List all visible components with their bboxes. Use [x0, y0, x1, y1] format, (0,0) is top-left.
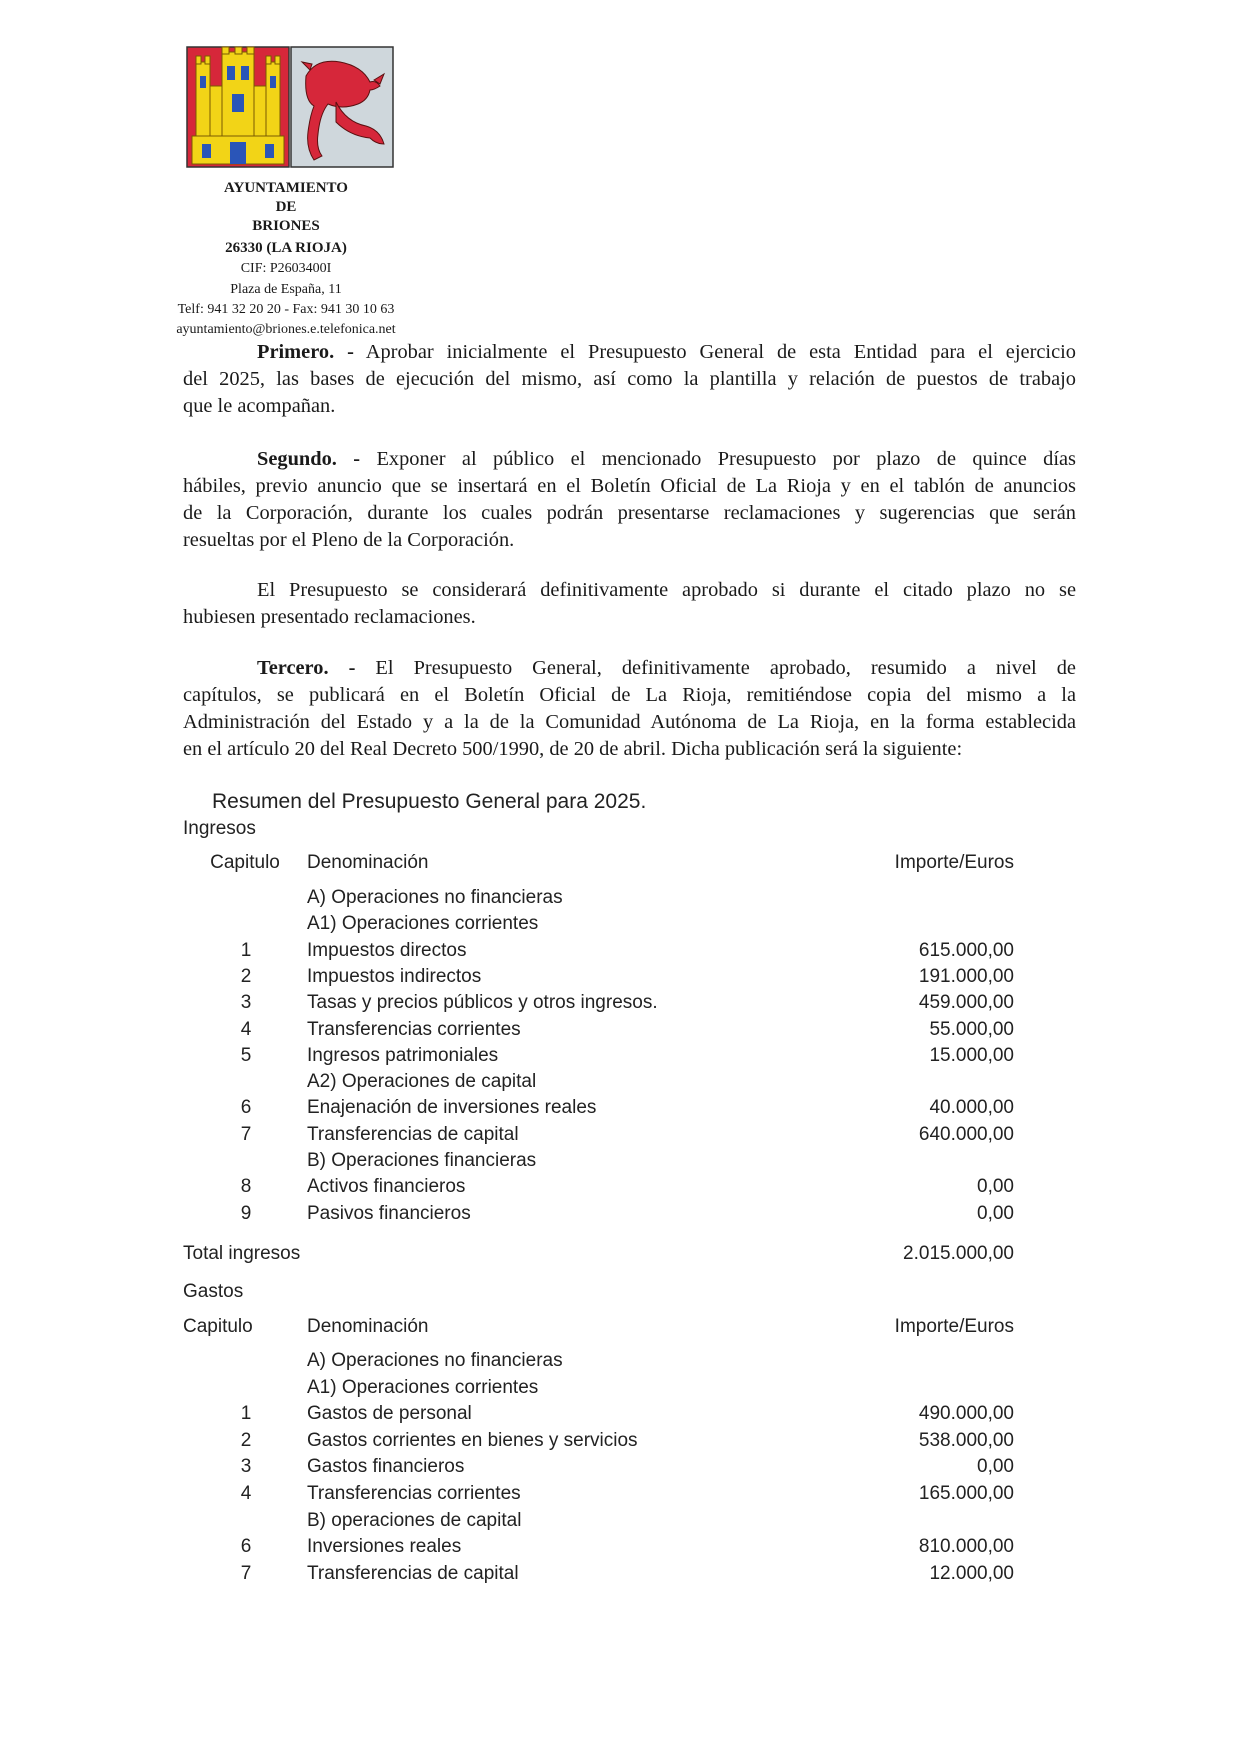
row-importe: 0,00 [977, 1456, 1014, 1478]
row-denominacion: Impuestos indirectos [307, 965, 482, 987]
row-importe: 55.000,00 [929, 1018, 1014, 1040]
row-denominacion: Transferencias corrientes [307, 1018, 521, 1040]
row-denominacion: Enajenación de inversiones reales [307, 1097, 597, 1119]
letterhead-address: Plaza de España, 11 [230, 282, 342, 297]
table-row [0, 1403, 1240, 1429]
table-row [0, 1430, 1240, 1456]
row-capitulo: 9 [240, 1202, 252, 1224]
letterhead-phone: Telf: 941 32 20 20 - Fax: 941 30 10 63 [177, 302, 395, 317]
row-capitulo: 7 [240, 1123, 252, 1145]
table-row [0, 1536, 1240, 1562]
row-capitulo: 4 [240, 1483, 252, 1504]
row-importe: 191.000,00 [918, 965, 1014, 987]
header-capitulo: Capitulo [210, 852, 280, 873]
row-denominacion: A) Operaciones no financieras [307, 887, 563, 908]
table-row [0, 1045, 1240, 1071]
table-row [0, 1483, 1240, 1509]
row-capitulo: 1 [240, 1403, 252, 1425]
row-capitulo: 5 [240, 1044, 252, 1066]
paragraph-label: Tercero. - [257, 657, 356, 679]
total-value: 2.015.000,00 [903, 1243, 1014, 1264]
paragraph-aprobacion: El Presupuesto se considerará definitivamente aprobado si durante el citado plazo no se hubiesen presentado reclamaciones. [183, 579, 1076, 628]
header-denominacion: Denominación [307, 1316, 429, 1337]
table-row [0, 992, 1240, 1018]
letterhead-cif: CIF: P2603400I [240, 261, 332, 276]
table-row [0, 1150, 1240, 1176]
row-denominacion: Activos financieros [307, 1176, 466, 1198]
row-denominacion: Impuestos directos [307, 939, 467, 961]
letterhead-name-line2: DE [275, 199, 297, 215]
letterhead-name-line1: AYUNTAMIENTO [224, 180, 348, 196]
row-importe: 12.000,00 [929, 1562, 1014, 1584]
row-importe: 15.000,00 [929, 1044, 1014, 1066]
row-denominacion: Inversiones reales [307, 1536, 462, 1558]
row-importe: 40.000,00 [929, 1097, 1014, 1119]
table-row [0, 1456, 1240, 1482]
row-capitulo: 8 [240, 1176, 252, 1198]
section-ingresos: Ingresos [183, 818, 256, 839]
table-row [0, 913, 1240, 939]
table-row [0, 1510, 1240, 1536]
ingresos-header [0, 852, 1240, 878]
row-denominacion: Gastos corrientes en bienes y servicios [307, 1429, 638, 1451]
row-capitulo: 2 [240, 965, 252, 987]
letterhead-name-line3: BRIONES [252, 218, 320, 234]
row-importe: 640.000,00 [918, 1123, 1014, 1145]
table-row [0, 1071, 1240, 1097]
header-importe: Importe/Euros [894, 852, 1014, 873]
table-row [0, 1563, 1240, 1589]
table-row [0, 1203, 1240, 1229]
header-denominacion: Denominación [307, 852, 429, 873]
table-row [0, 966, 1240, 992]
row-importe: 490.000,00 [918, 1403, 1014, 1425]
row-importe: 0,00 [977, 1202, 1014, 1224]
table-row [0, 1097, 1240, 1123]
row-denominacion: Ingresos patrimoniales [307, 1044, 499, 1066]
header-importe: Importe/Euros [894, 1316, 1014, 1337]
row-denominacion: B) operaciones de capital [307, 1509, 522, 1531]
row-capitulo: 6 [240, 1536, 252, 1558]
row-capitulo: 6 [240, 1097, 252, 1119]
row-denominacion: Transferencias de capital [307, 1562, 519, 1584]
row-importe: 165.000,00 [918, 1483, 1014, 1504]
row-capitulo: 3 [240, 1456, 252, 1478]
table-row [0, 940, 1240, 966]
row-denominacion: Transferencias corrientes [307, 1483, 521, 1504]
row-importe: 615.000,00 [918, 939, 1014, 961]
letterhead-email: ayuntamiento@briones.e.telefonica.net [176, 322, 396, 337]
row-capitulo: 3 [240, 992, 252, 1014]
row-importe: 538.000,00 [918, 1429, 1014, 1451]
paragraph-tercero: Tercero. - El Presupuesto General, definitivamente aprobado, resumido a nivel de capítulos, se publicará en el Boletín Oficial de La Rioja, remitiéndose copia del mismo a la Administración del Estado y a la de la Comunidad Autónoma de La Rioja, en la forma establecida en el artículo 20 del Real Decreto 500/1990, de 20 de abril. Dicha publicación será la siguiente: [183, 657, 1076, 760]
row-denominacion: Transferencias de capital [307, 1123, 519, 1145]
row-denominacion: A1) Operaciones corrientes [307, 1376, 539, 1398]
row-denominacion: Gastos de personal [307, 1403, 472, 1425]
ingresos-total [0, 1243, 1240, 1269]
total-label: Total ingresos [183, 1243, 301, 1264]
gastos-header [0, 1316, 1240, 1342]
row-denominacion: B) Operaciones financieras [307, 1150, 537, 1171]
row-denominacion: Tasas y precios públicos y otros ingresos. [307, 992, 658, 1014]
letterhead-postal: 26330 (LA RIOJA) [225, 240, 347, 256]
row-capitulo: 7 [240, 1562, 252, 1584]
castle-and-lion-shield-icon [186, 46, 394, 168]
table-row [0, 1176, 1240, 1202]
paragraph-label: Segundo. - [257, 448, 361, 470]
table-row [0, 1124, 1240, 1150]
row-capitulo: 4 [240, 1018, 252, 1040]
paragraph-primero: Primero. - Aprobar inicialmente el Presupuesto General de esta Entidad para el ejercicio del 2025, las bases de ejecución del mismo, así como la plantilla y relación de puestos de trabajo que le acompañan. [183, 341, 1076, 417]
row-denominacion: A1) Operaciones corrientes [307, 913, 539, 935]
row-importe: 459.000,00 [918, 992, 1014, 1014]
row-denominacion: A2) Operaciones de capital [307, 1071, 537, 1093]
row-capitulo: 2 [240, 1429, 252, 1451]
table-row [0, 1350, 1240, 1376]
row-importe: 0,00 [977, 1176, 1014, 1198]
paragraph-label: Primero. - [257, 341, 354, 363]
header-capitulo: Capitulo [183, 1316, 253, 1337]
row-denominacion: Pasivos financieros [307, 1202, 471, 1224]
table-row [0, 887, 1240, 913]
table-row [0, 1377, 1240, 1403]
row-denominacion: Gastos financieros [307, 1456, 465, 1478]
row-denominacion: A) Operaciones no financieras [307, 1350, 563, 1371]
table-row [0, 1019, 1240, 1045]
section-gastos: Gastos [183, 1281, 244, 1302]
summary-title: Resumen del Presupuesto General para 2025. [212, 790, 647, 813]
row-capitulo: 1 [240, 939, 252, 961]
paragraph-segundo: Segundo. - Exponer al público el mencionado Presupuesto por plazo de quince días hábiles, previo anuncio que se insertará en el Boletín Oficial de La Rioja y en el tablón de anuncios de la Corporación, durante los cuales podrán presentarse reclamaciones y sugerencias que serán resueltas por el Pleno de la Corporación. [183, 448, 1076, 551]
row-importe: 810.000,00 [918, 1536, 1014, 1558]
